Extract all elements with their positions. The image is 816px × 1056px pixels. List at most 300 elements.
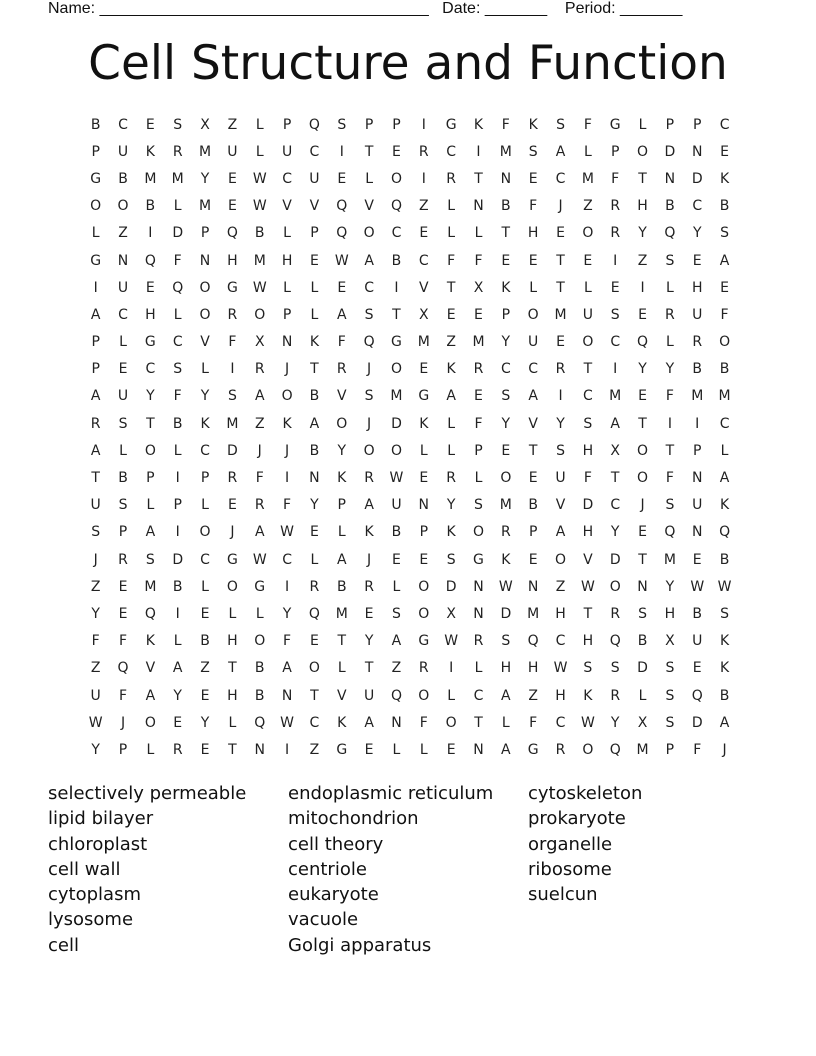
grid-letter: O	[199, 524, 211, 541]
grid-letter: F	[583, 116, 592, 133]
grid-letter: C	[473, 687, 484, 704]
grid-letter: I	[339, 143, 344, 160]
grid-letter: O	[90, 198, 102, 215]
grid-letter: J	[558, 198, 563, 215]
grid-letter: K	[145, 143, 155, 160]
grid-letter: A	[90, 388, 101, 405]
grid-letter: Q	[308, 116, 320, 133]
grid-letter: C	[528, 361, 539, 378]
grid-letter: N	[281, 687, 293, 704]
word-bank-item: lipid bilayer	[48, 808, 154, 830]
grid-letter: B	[719, 551, 730, 568]
grid-letter: Q	[691, 687, 703, 704]
grid-letter: L	[665, 279, 674, 296]
grid-letter: I	[640, 279, 645, 296]
grid-letter: V	[336, 687, 347, 704]
word-bank-item: lysosome	[48, 909, 134, 931]
grid-letter: W	[280, 524, 294, 541]
grid-letter: Z	[90, 660, 101, 677]
grid-letter: J	[640, 497, 645, 514]
grid-letter: R	[172, 143, 183, 160]
grid-letter: P	[693, 116, 702, 133]
grid-letter: R	[418, 143, 429, 160]
grid-letter: E	[145, 116, 155, 133]
grid-letter: Z	[419, 198, 429, 215]
grid-letter: N	[637, 578, 648, 595]
grid-letter: Q	[144, 605, 156, 622]
grid-letter: B	[637, 633, 648, 650]
grid-letter: B	[692, 605, 703, 622]
grid-letter: S	[118, 497, 128, 514]
grid-letter: P	[665, 741, 675, 758]
grid-letter: C	[692, 198, 703, 215]
grid-letter: V	[528, 415, 538, 432]
grid-letter: I	[476, 143, 481, 160]
grid-letter: H	[555, 687, 566, 704]
grid-letter: B	[391, 252, 402, 269]
grid-letter: W	[444, 633, 459, 650]
grid-letter: T	[310, 687, 319, 704]
grid-letter: D	[664, 143, 676, 160]
grid-letter: O	[390, 442, 402, 459]
grid-letter: E	[583, 252, 593, 269]
grid-letter: M	[390, 388, 403, 405]
grid-letter: K	[719, 497, 730, 514]
grid-letter: O	[281, 388, 293, 405]
grid-letter: S	[364, 388, 374, 405]
grid-letter: Z	[118, 225, 128, 242]
grid-letter: X	[446, 605, 456, 622]
grid-letter: V	[583, 551, 593, 568]
grid-letter: E	[692, 660, 702, 677]
grid-letter: G	[144, 334, 156, 351]
grid-letter: E	[501, 252, 511, 269]
grid-letter: T	[583, 605, 593, 622]
grid-letter: T	[364, 143, 374, 160]
grid-letter: M	[417, 334, 430, 351]
grid-letter: W	[580, 714, 595, 731]
grid-letter: Y	[556, 415, 565, 432]
grid-letter: G	[418, 633, 430, 650]
grid-letter: O	[199, 306, 211, 323]
grid-letter: H	[582, 633, 594, 650]
word-bank-item: suelcun	[528, 884, 598, 906]
grid-letter: S	[665, 687, 675, 704]
grid-letter: B	[719, 198, 730, 215]
grid-letter: F	[693, 741, 702, 758]
grid-letter: T	[638, 551, 647, 568]
grid-letter: O	[144, 442, 156, 459]
grid-letter: R	[610, 687, 621, 704]
grid-letter: Y	[200, 714, 210, 731]
grid-letter: F	[419, 714, 428, 731]
grid-letter: T	[364, 660, 374, 677]
grid-letter: R	[665, 306, 675, 323]
grid-letter: S	[501, 388, 511, 405]
grid-letter: O	[582, 225, 594, 242]
grid-letter: Z	[528, 687, 538, 704]
grid-letter: I	[421, 170, 426, 187]
grid-letter: E	[556, 334, 565, 351]
grid-letter: S	[528, 143, 538, 160]
grid-letter: T	[583, 361, 593, 378]
word-bank-item: Golgi apparatus	[288, 934, 432, 956]
grid-letter: Q	[172, 279, 184, 296]
grid-letter: Q	[664, 524, 676, 541]
grid-letter: C	[500, 361, 511, 378]
grid-letter: J	[93, 551, 98, 568]
grid-letter: A	[501, 741, 511, 758]
grid-letter: M	[144, 578, 157, 595]
grid-letter: K	[419, 415, 429, 432]
grid-letter: A	[555, 524, 566, 541]
grid-letter: L	[365, 170, 374, 187]
grid-letter: B	[309, 388, 320, 405]
grid-letter: A	[364, 714, 374, 731]
grid-letter: P	[91, 143, 100, 160]
grid-letter: Q	[336, 198, 348, 215]
grid-letter: D	[609, 551, 621, 568]
grid-letter: U	[363, 687, 375, 704]
grid-letter: M	[499, 497, 512, 514]
grid-letter: E	[309, 633, 319, 650]
word-bank-item: endoplasmic reticulum	[288, 783, 494, 804]
grid-letter: E	[200, 605, 210, 622]
grid-letter: L	[337, 524, 346, 541]
grid-letter: X	[665, 633, 675, 650]
grid-letter: U	[692, 497, 703, 514]
grid-letter: B	[90, 116, 101, 133]
grid-letter: P	[310, 225, 319, 242]
grid-letter: L	[201, 578, 209, 595]
grid-letter: P	[146, 470, 155, 487]
grid-letter: R	[446, 470, 456, 487]
grid-letter: E	[118, 605, 128, 622]
grid-letter: D	[500, 605, 512, 622]
grid-letter: P	[200, 225, 210, 242]
grid-letter: T	[638, 415, 647, 432]
grid-letter: E	[446, 741, 456, 758]
grid-letter: K	[719, 660, 730, 677]
grid-letter: M	[199, 198, 212, 215]
grid-letter: F	[228, 334, 237, 351]
grid-letter: F	[447, 252, 456, 269]
grid-letter: R	[172, 741, 183, 758]
word-bank-item: cell wall	[48, 858, 121, 880]
grid-letter: R	[473, 361, 484, 378]
student-info-line: Name: _____________________________________ Date: _______ Period: _______	[48, 0, 683, 17]
grid-letter: F	[529, 198, 538, 215]
grid-letter: V	[364, 198, 374, 215]
grid-letter: C	[200, 551, 210, 568]
grid-letter: M	[226, 415, 239, 432]
grid-letter: D	[172, 225, 184, 242]
grid-letter: Q	[308, 605, 320, 622]
grid-letter: Q	[390, 687, 402, 704]
grid-letter: Q	[609, 741, 621, 758]
grid-letter: L	[337, 660, 346, 677]
grid-letter: N	[309, 470, 320, 487]
grid-letter: A	[172, 660, 183, 677]
grid-letter: K	[337, 470, 347, 487]
grid-letter: O	[363, 225, 375, 242]
grid-letter: A	[336, 551, 347, 568]
grid-letter: C	[282, 551, 292, 568]
grid-letter: U	[555, 470, 566, 487]
grid-letter: I	[667, 415, 672, 432]
grid-letter: U	[117, 388, 129, 405]
grid-letter: R	[118, 551, 128, 568]
grid-letter: O	[418, 687, 430, 704]
grid-letter: J	[367, 415, 372, 432]
grid-letter: A	[145, 687, 156, 704]
grid-letter: H	[582, 524, 594, 541]
grid-letter: Y	[446, 497, 456, 514]
grid-letter: L	[228, 714, 237, 731]
grid-letter: R	[446, 170, 456, 187]
grid-letter: B	[254, 225, 265, 242]
grid-letter: O	[390, 361, 402, 378]
grid-letter: P	[173, 497, 182, 514]
grid-letter: E	[610, 279, 620, 296]
grid-letter: B	[172, 415, 183, 432]
grid-letter: W	[389, 470, 404, 487]
grid-letter: E	[118, 361, 128, 378]
grid-letter: B	[118, 470, 128, 487]
grid-letter: Y	[665, 361, 675, 378]
grid-letter: H	[582, 442, 594, 459]
grid-letter: H	[227, 687, 238, 704]
grid-letter: E	[474, 388, 483, 405]
grid-letter: C	[309, 143, 320, 160]
word-search-grid	[82, 111, 738, 764]
grid-letter: H	[227, 252, 238, 269]
grid-letter: C	[118, 116, 128, 133]
grid-letter: L	[173, 633, 182, 650]
grid-letter: N	[473, 741, 484, 758]
grid-letter: S	[556, 116, 565, 133]
grid-letter: U	[528, 334, 539, 351]
grid-letter: I	[285, 470, 290, 487]
grid-letter: K	[446, 361, 456, 378]
grid-letter: T	[474, 714, 483, 731]
grid-letter: B	[336, 578, 347, 595]
grid-letter: C	[309, 714, 320, 731]
grid-letter: U	[227, 143, 238, 160]
grid-letter: Y	[610, 714, 620, 731]
grid-letter: O	[336, 415, 348, 432]
grid-letter: W	[252, 279, 267, 296]
grid-letter: H	[145, 306, 156, 323]
grid-letter: E	[118, 578, 128, 595]
word-bank-item: cytoplasm	[48, 884, 141, 906]
grid-letter: V	[555, 497, 566, 514]
grid-letter: P	[337, 497, 346, 514]
grid-letter: M	[253, 252, 266, 269]
grid-letter: N	[691, 524, 703, 541]
grid-letter: W	[334, 252, 349, 269]
grid-letter: J	[285, 361, 290, 378]
grid-letter: E	[309, 524, 319, 541]
grid-letter: A	[254, 524, 265, 541]
grid-letter: P	[118, 741, 128, 758]
grid-letter: N	[473, 578, 484, 595]
grid-letter: Y	[282, 605, 292, 622]
grid-letter: L	[474, 225, 483, 242]
grid-letter: U	[692, 306, 703, 323]
grid-letter: W	[553, 660, 568, 677]
grid-letter: O	[527, 306, 539, 323]
grid-letter: Q	[254, 714, 266, 731]
grid-letter: C	[719, 116, 730, 133]
word-bank-item: vacuole	[288, 909, 359, 931]
grid-letter: L	[255, 116, 264, 133]
grid-letter: I	[93, 279, 98, 296]
grid-letter: L	[419, 741, 428, 758]
grid-letter: M	[171, 170, 184, 187]
grid-letter: B	[719, 687, 730, 704]
grid-letter: O	[445, 714, 457, 731]
grid-letter: M	[718, 388, 731, 405]
grid-letter: K	[583, 687, 593, 704]
grid-letter: C	[555, 633, 566, 650]
grid-letter: L	[173, 198, 182, 215]
grid-letter: G	[90, 170, 102, 187]
grid-letter: R	[336, 361, 347, 378]
grid-letter: I	[449, 660, 454, 677]
grid-letter: L	[201, 497, 209, 514]
grid-letter: N	[254, 741, 265, 758]
grid-letter: P	[392, 116, 401, 133]
grid-letter: Z	[555, 578, 566, 595]
grid-letter: E	[419, 361, 429, 378]
grid-letter: B	[501, 198, 511, 215]
grid-letter: A	[719, 252, 730, 269]
grid-letter: L	[638, 687, 647, 704]
grid-letter: S	[474, 497, 483, 514]
grid-letter: D	[227, 442, 238, 459]
grid-letter: A	[719, 714, 730, 731]
grid-letter: M	[609, 388, 622, 405]
grid-letter: T	[228, 741, 237, 758]
grid-letter: C	[391, 225, 402, 242]
word-bank-item: mitochondrion	[288, 808, 419, 830]
grid-letter: R	[364, 470, 374, 487]
grid-letter: T	[501, 225, 511, 242]
grid-letter: B	[172, 578, 183, 595]
grid-letter: E	[419, 470, 429, 487]
grid-letter: G	[226, 279, 238, 296]
grid-letter: P	[282, 306, 292, 323]
grid-letter: L	[447, 415, 456, 432]
grid-letter: V	[336, 388, 347, 405]
grid-letter: R	[610, 198, 621, 215]
grid-letter: A	[336, 306, 347, 323]
grid-letter: L	[91, 225, 100, 242]
grid-letter: W	[580, 578, 595, 595]
grid-letter: U	[309, 170, 320, 187]
grid-letter: E	[528, 551, 538, 568]
grid-letter: R	[610, 605, 621, 622]
grid-letter: L	[474, 660, 483, 677]
word-bank-item: eukaryote	[288, 884, 379, 906]
grid-letter: C	[582, 388, 593, 405]
grid-letter: K	[501, 551, 511, 568]
grid-letter: G	[90, 252, 102, 269]
grid-letter: K	[719, 170, 730, 187]
grid-letter: S	[501, 633, 511, 650]
grid-letter: E	[200, 741, 210, 758]
grid-letter: R	[692, 334, 703, 351]
grid-letter: I	[558, 388, 563, 405]
grid-letter: L	[201, 361, 209, 378]
grid-letter: L	[720, 442, 729, 459]
grid-letter: O	[144, 714, 156, 731]
grid-letter: Z	[446, 334, 456, 351]
grid-letter: I	[148, 225, 153, 242]
grid-letter: C	[172, 334, 183, 351]
grid-letter: E	[692, 551, 702, 568]
grid-letter: P	[364, 116, 374, 133]
grid-letter: L	[419, 442, 428, 459]
grid-letter: P	[91, 361, 100, 378]
grid-letter: T	[665, 442, 675, 459]
grid-letter: K	[719, 633, 730, 650]
grid-letter: W	[252, 170, 267, 187]
grid-letter: A	[145, 524, 156, 541]
grid-letter: O	[637, 143, 649, 160]
grid-letter: T	[446, 279, 456, 296]
grid-letter: C	[555, 170, 566, 187]
grid-letter: F	[529, 714, 538, 731]
grid-letter: O	[582, 334, 594, 351]
grid-letter: P	[501, 306, 511, 323]
grid-letter: C	[364, 279, 374, 296]
grid-letter: E	[309, 252, 319, 269]
grid-letter: Z	[391, 660, 402, 677]
grid-letter: P	[610, 143, 620, 160]
grid-letter: F	[474, 252, 483, 269]
grid-letter: E	[337, 170, 347, 187]
grid-letter: Y	[638, 361, 647, 378]
grid-letter: N	[281, 334, 293, 351]
grid-letter: D	[391, 415, 402, 432]
grid-letter: M	[691, 388, 704, 405]
grid-letter: T	[392, 306, 401, 323]
grid-letter: F	[255, 470, 264, 487]
grid-letter: Q	[117, 660, 129, 677]
grid-letter: O	[637, 442, 649, 459]
word-bank-item: cell theory	[288, 833, 384, 855]
grid-letter: F	[611, 170, 620, 187]
grid-letter: E	[638, 388, 647, 405]
grid-letter: K	[473, 116, 484, 133]
grid-letter: O	[199, 279, 211, 296]
grid-letter: Z	[90, 578, 101, 595]
grid-letter: E	[173, 714, 183, 731]
grid-letter: I	[175, 524, 180, 541]
grid-letter: F	[118, 687, 128, 704]
grid-letter: P	[118, 524, 128, 541]
grid-letter: Q	[226, 225, 238, 242]
grid-letter: V	[200, 334, 210, 351]
grid-letter: G	[226, 551, 238, 568]
grid-letter: L	[173, 306, 182, 323]
grid-letter: Y	[173, 687, 182, 704]
grid-letter: M	[663, 551, 676, 568]
grid-letter: E	[501, 442, 511, 459]
grid-letter: K	[446, 524, 456, 541]
